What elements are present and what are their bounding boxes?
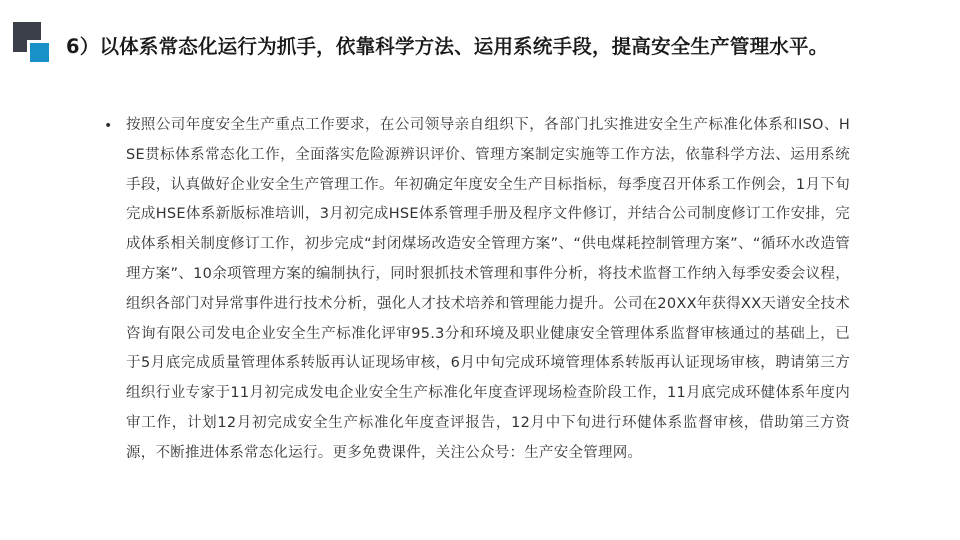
slide-content [104, 111, 850, 469]
bullet-text: 按照公司年度安全生产重点工作要求，在公司领导亲自组织下，各部门扎实推进安全生产标准化体系和ISO、HSE贯标体系常态化工作，全面落实危险源辨识评价、管理方案制定实施等工作方法，依靠科学方法、运用系统手段，认真做好企业安全生产管理工作。年初确定年度安全生产目标指标，每季度召开体系工作例会，1月下旬完成HSE体系新版标准培训，3月初完成HSE体系管理手册及程序文件修订，并结合公司制度修订工作安排，完成体系相关制度修订工作，初步完成“封闭煤场改造安全管理方案”、“供电煤耗控制管理方案”、“循环水改造管理方案”、10余项管理方案的编制执行，同时狠抓技术管理和事件分析，将技术监督工作纳入每季安委会议程，组织各部门对异常事件进行技术分析，强化人才技术培养和管理能力提升。公司在20XX年获得XX天谱安全技术咨询有限公司发电企业安全生产标准化评审95.3分和环境及职业健康安全管理体系监督审核通过的基础上，已于5月底完成质量管理体系转版再认证现场审核，6月中旬完成环境管理体系转版再认证现场审核，聘请第三方组织行业专家于11月初完成发电企业安全生产标准化年度查评现场检查阶段工作，11月底完成环健体系年度内审工作，计划12月初完成安全生产标准化年度查评报告，12月中下旬进行环健体系监督审核，借助第三方资源，不断推进体系常态化运行。更多免费课件，关注公众号：生产安全管理网。 [126, 117, 850, 461]
slide-logo-mark [13, 22, 51, 62]
bullet-dot-icon: • [104, 118, 113, 134]
logo-blue-square [27, 40, 49, 62]
slide-title: 6）以体系常态化运行为抓手，依靠科学方法、运用系统手段，提高安全生产管理水平。 [66, 35, 829, 58]
bullet-item [104, 111, 850, 469]
